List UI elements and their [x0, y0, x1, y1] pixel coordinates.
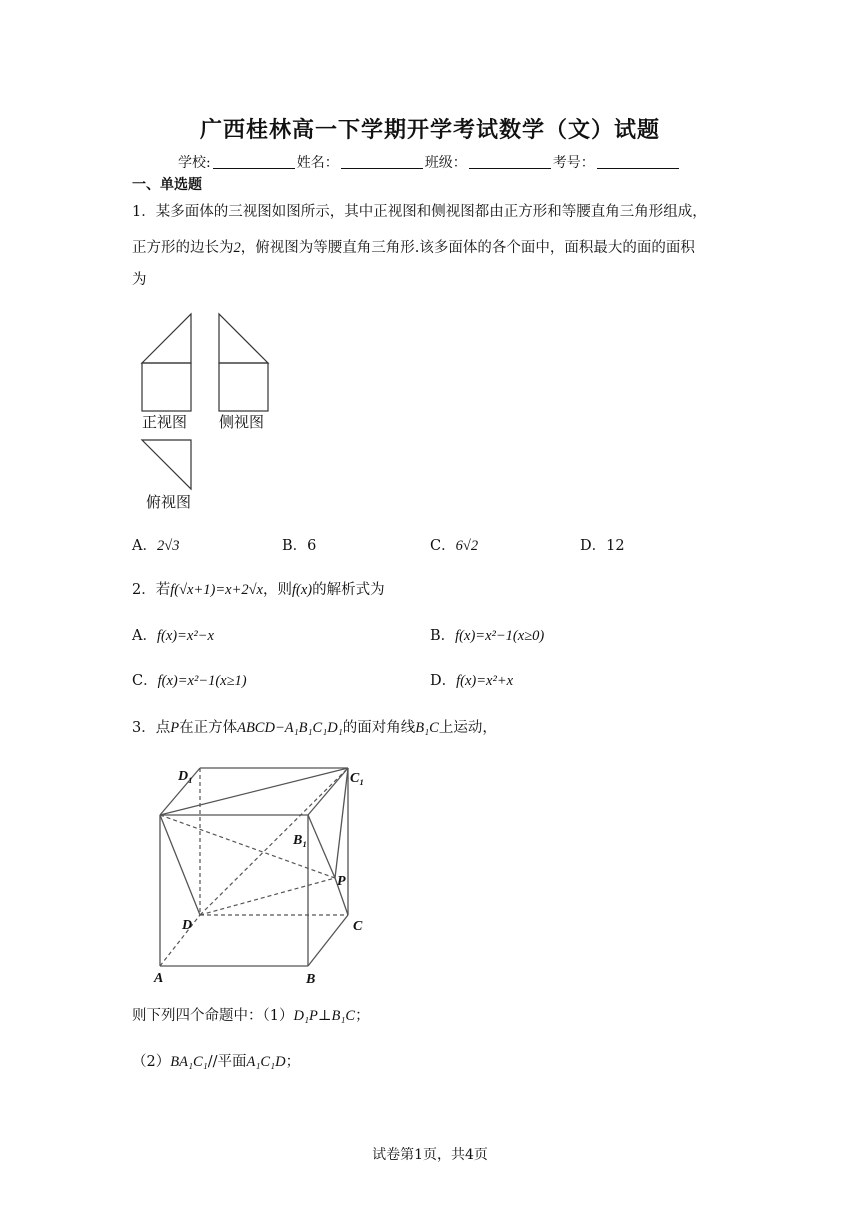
q3-stem — [132, 718, 497, 738]
option-label: A． — [132, 538, 157, 554]
q1-line2 — [132, 238, 695, 258]
option-value: f(x)=x²−x — [156, 628, 214, 644]
q1-line2-b: ，俯视图为等腰直角三角形.该多面体的各个面中，面积最大的面的面积 — [240, 240, 695, 256]
option-value: 2√3 — [156, 538, 180, 554]
front-view-triangle — [142, 314, 191, 363]
option-label: A． — [132, 628, 157, 644]
q3-point-p: P — [170, 720, 180, 736]
class-label: 班级： — [424, 155, 467, 171]
front-view-square — [142, 363, 191, 411]
class-blank — [469, 154, 551, 169]
front-view-label: 正视图 — [142, 413, 188, 431]
option-value: f(x)=x²+x — [456, 673, 514, 689]
q3-prop2-end: ； — [285, 1054, 301, 1070]
label-A: A — [154, 971, 164, 986]
label-C1: C₁ — [350, 771, 365, 786]
q2-mid: ，则 — [263, 582, 292, 598]
q2-prefix: 2．若 — [132, 582, 171, 598]
page-title: 广西桂林高一下学期开学考试数学（文）试题 — [199, 117, 660, 143]
q3-prop1-expr: D₁P⊥B₁C — [293, 1008, 356, 1024]
q2-option-d[interactable] — [430, 671, 513, 691]
q2-option-b[interactable] — [430, 626, 544, 646]
q1-side-length: 2 — [233, 240, 241, 256]
q3-suffix: 上运动， — [438, 720, 497, 736]
option-value: 6 — [307, 538, 317, 554]
q2-stem — [132, 580, 385, 600]
q2-option-c[interactable] — [132, 671, 247, 691]
label-B1: B₁ — [293, 833, 308, 848]
q3-cube: ABCD−A₁B₁C₁D₁ — [237, 720, 343, 736]
option-label: B． — [282, 538, 308, 554]
side-view-triangle — [219, 314, 268, 363]
q1-option-c[interactable] — [430, 536, 478, 556]
q1-option-b[interactable] — [282, 536, 316, 556]
school-blank — [213, 154, 295, 169]
q1-line2-a: 正方形的边长为 — [132, 240, 234, 256]
section-heading: 一、单选题 — [132, 177, 202, 193]
q3-prefix: 3．点 — [132, 720, 171, 736]
option-label: C． — [132, 673, 158, 689]
side-view-label: 侧视图 — [219, 413, 265, 431]
number-label: 考号： — [552, 155, 595, 171]
option-label: D． — [430, 673, 457, 689]
option-value: 6√2 — [455, 538, 479, 554]
option-value: f(x)=x²−1(x≥1) — [157, 673, 247, 689]
side-view-square — [219, 363, 268, 411]
q2-suffix: 的解析式为 — [312, 582, 385, 598]
school-label: 学校: — [178, 155, 211, 171]
label-P: P — [337, 874, 346, 889]
option-label: B． — [430, 628, 456, 644]
q3-mid: 在正方体 — [179, 720, 238, 736]
option-label: D． — [580, 538, 607, 554]
q1-line3: 为 — [132, 272, 147, 288]
label-C: C — [353, 919, 363, 934]
q3-prop2-mid: //平面 — [207, 1054, 247, 1070]
q2-option-a[interactable] — [132, 626, 214, 646]
q3-mid2: 的面对角线 — [342, 720, 416, 736]
q1-option-d[interactable] — [580, 536, 625, 556]
q3-prop2-b: A₁C₁D — [246, 1054, 286, 1070]
top-view-label: 俯视图 — [146, 493, 192, 511]
q1-option-a[interactable] — [132, 536, 179, 556]
q2-fx: f(x) — [292, 582, 313, 598]
option-label: C． — [430, 538, 456, 554]
q3-prop2-a: BA₁C₁ — [170, 1054, 208, 1070]
number-blank — [597, 154, 679, 169]
label-B: B — [306, 972, 316, 987]
q2-condition: f(√x+1)=x+2√x — [170, 582, 263, 598]
q1-line1: 1．某多面体的三视图如图所示，其中正视图和侧视图都由正方形和等腰直角三角形组成， — [132, 204, 707, 220]
option-value: 12 — [606, 538, 625, 554]
student-info-line — [178, 152, 681, 172]
label-D1: D₁ — [178, 769, 193, 784]
q3-props-intro: 则下列四个命题中：（1） — [132, 1008, 294, 1024]
option-value: f(x)=x²−1(x≥0) — [455, 628, 545, 644]
cube-figure — [150, 760, 380, 990]
q3-prop2-prefix: （2） — [132, 1054, 171, 1070]
name-label: 姓名： — [296, 155, 339, 171]
q3-prop1-end: ； — [355, 1008, 370, 1024]
name-blank — [341, 154, 423, 169]
top-view-triangle — [142, 440, 191, 489]
q3-prop2 — [132, 1052, 300, 1072]
q3-diagonal: B₁C — [415, 720, 439, 736]
label-D: D — [182, 918, 193, 933]
q3-prop1 — [132, 1006, 370, 1026]
page-footer: 试卷第1页，共4页 — [372, 1147, 488, 1163]
